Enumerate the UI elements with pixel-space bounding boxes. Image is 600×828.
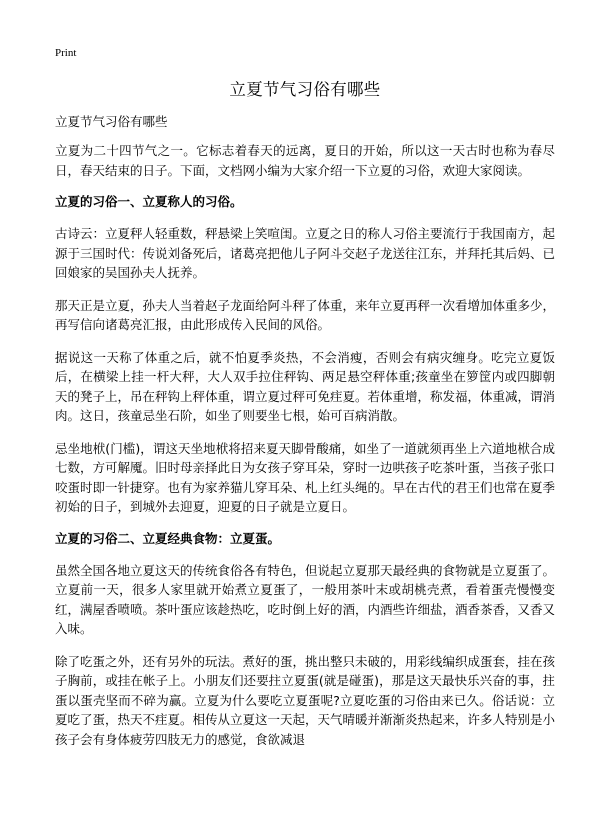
section1-paragraph: 古诗云：立夏秤人轻重数，秤悬梁上笑喧闺。立夏之日的称人习俗主要流行于我国南方，起源于三国时代：传说刘备死后，诸葛亮把他儿子阿斗交赵子龙送往江东，并拜托其后妈、已回娘家的吴国孙夫人抚养。 <box>55 226 556 280</box>
section2-paragraph: 虽然全国各地立夏这天的传统食俗各有特色，但说起立夏那天最经典的食物就是立夏蛋了。立夏前一天，很多人家里就开始煮立夏蛋了，一般用茶叶末或胡桃壳煮，看着蛋壳慢慢变红，满屋香喷喷。茶叶蛋应该趁热吃，吃时倒上好的酒，内酒些许细盐，酒香茶香，又香又入味。 <box>55 562 556 636</box>
article-subtitle: 立夏节气习俗有哪些 <box>55 114 168 129</box>
section1-paragraph: 那天正是立夏，孙夫人当着赵子龙面给阿斗秤了体重，来年立夏再秤一次看增加体重多少，再写信向诸葛亮汇报，由此形成传入民间的风俗。 <box>55 297 556 332</box>
print-link[interactable]: Print <box>55 47 77 59</box>
document-page <box>55 46 555 749</box>
section-heading-2: 立夏的习俗二、立夏经典食物：立夏蛋。 <box>55 530 281 546</box>
intro-paragraph: 立夏为二十四节气之一。它标志着春天的远离，夏日的开始，所以这一天古时也称为春尽日，春天结束的日子。下面，文档网小编为大家介绍一下立夏的习俗，欢迎大家阅读。 <box>55 143 555 178</box>
section2-paragraph: 除了吃蛋之外，还有另外的玩法。煮好的蛋，挑出整只未破的，用彩线编织成蛋套，挂在孩子胸前，或挂在帐子上。小朋友们还要拄立夏蛋(就是碰蛋)，那是这天最快乐兴奋的事，拄蛋以蛋壳坚而不碎为赢。立夏为什么要吃立夏蛋呢?立夏吃蛋的习俗由来已久。俗话说：立夏吃了蛋，热天不疰夏。相传从立夏这一天起，天气晴暖并渐渐炎热起来，许多人特别是小孩子会有身体疲劳四肢无力的感觉，食欲减退 <box>55 653 556 747</box>
article-title: 立夏节气习俗有哪些 <box>229 80 381 99</box>
section1-paragraph: 忌坐地栿(门槛)，谓这天坐地栿将招来夏天脚骨酸痛，如坐了一道就须再坐上六道地栿合成七数，方可解魇。旧时母亲择此日为女孩子穿耳朵，穿时一边哄孩子吃茶叶蛋，当孩子张口咬蛋时即一针捷穿。也有为家养猫儿穿耳朵、札上红头绳的。早在古代的君王们也常在夏季初始的日子，到城外去迎夏，迎夏的日子就是立夏日。 <box>55 440 556 514</box>
section1-paragraph: 据说这一天称了体重之后，就不怕夏季炎热，不会消瘦，否则会有病灾缠身。吃完立夏饭后，在横梁上挂一杆大秤，大人双手拉住秤钩、两足悬空秤体重;孩童坐在箩筐内或四脚朝天的凳子上，吊在秤钩上秤体重，谓立夏过秤可免疰夏。若体重增，称发福，体重减，谓消肉。这日，孩童忌坐石阶，如坐了则要坐七根，始可百病消散。 <box>55 349 556 423</box>
section-heading-1: 立夏的习俗一、立夏称人的习俗。 <box>55 194 243 209</box>
